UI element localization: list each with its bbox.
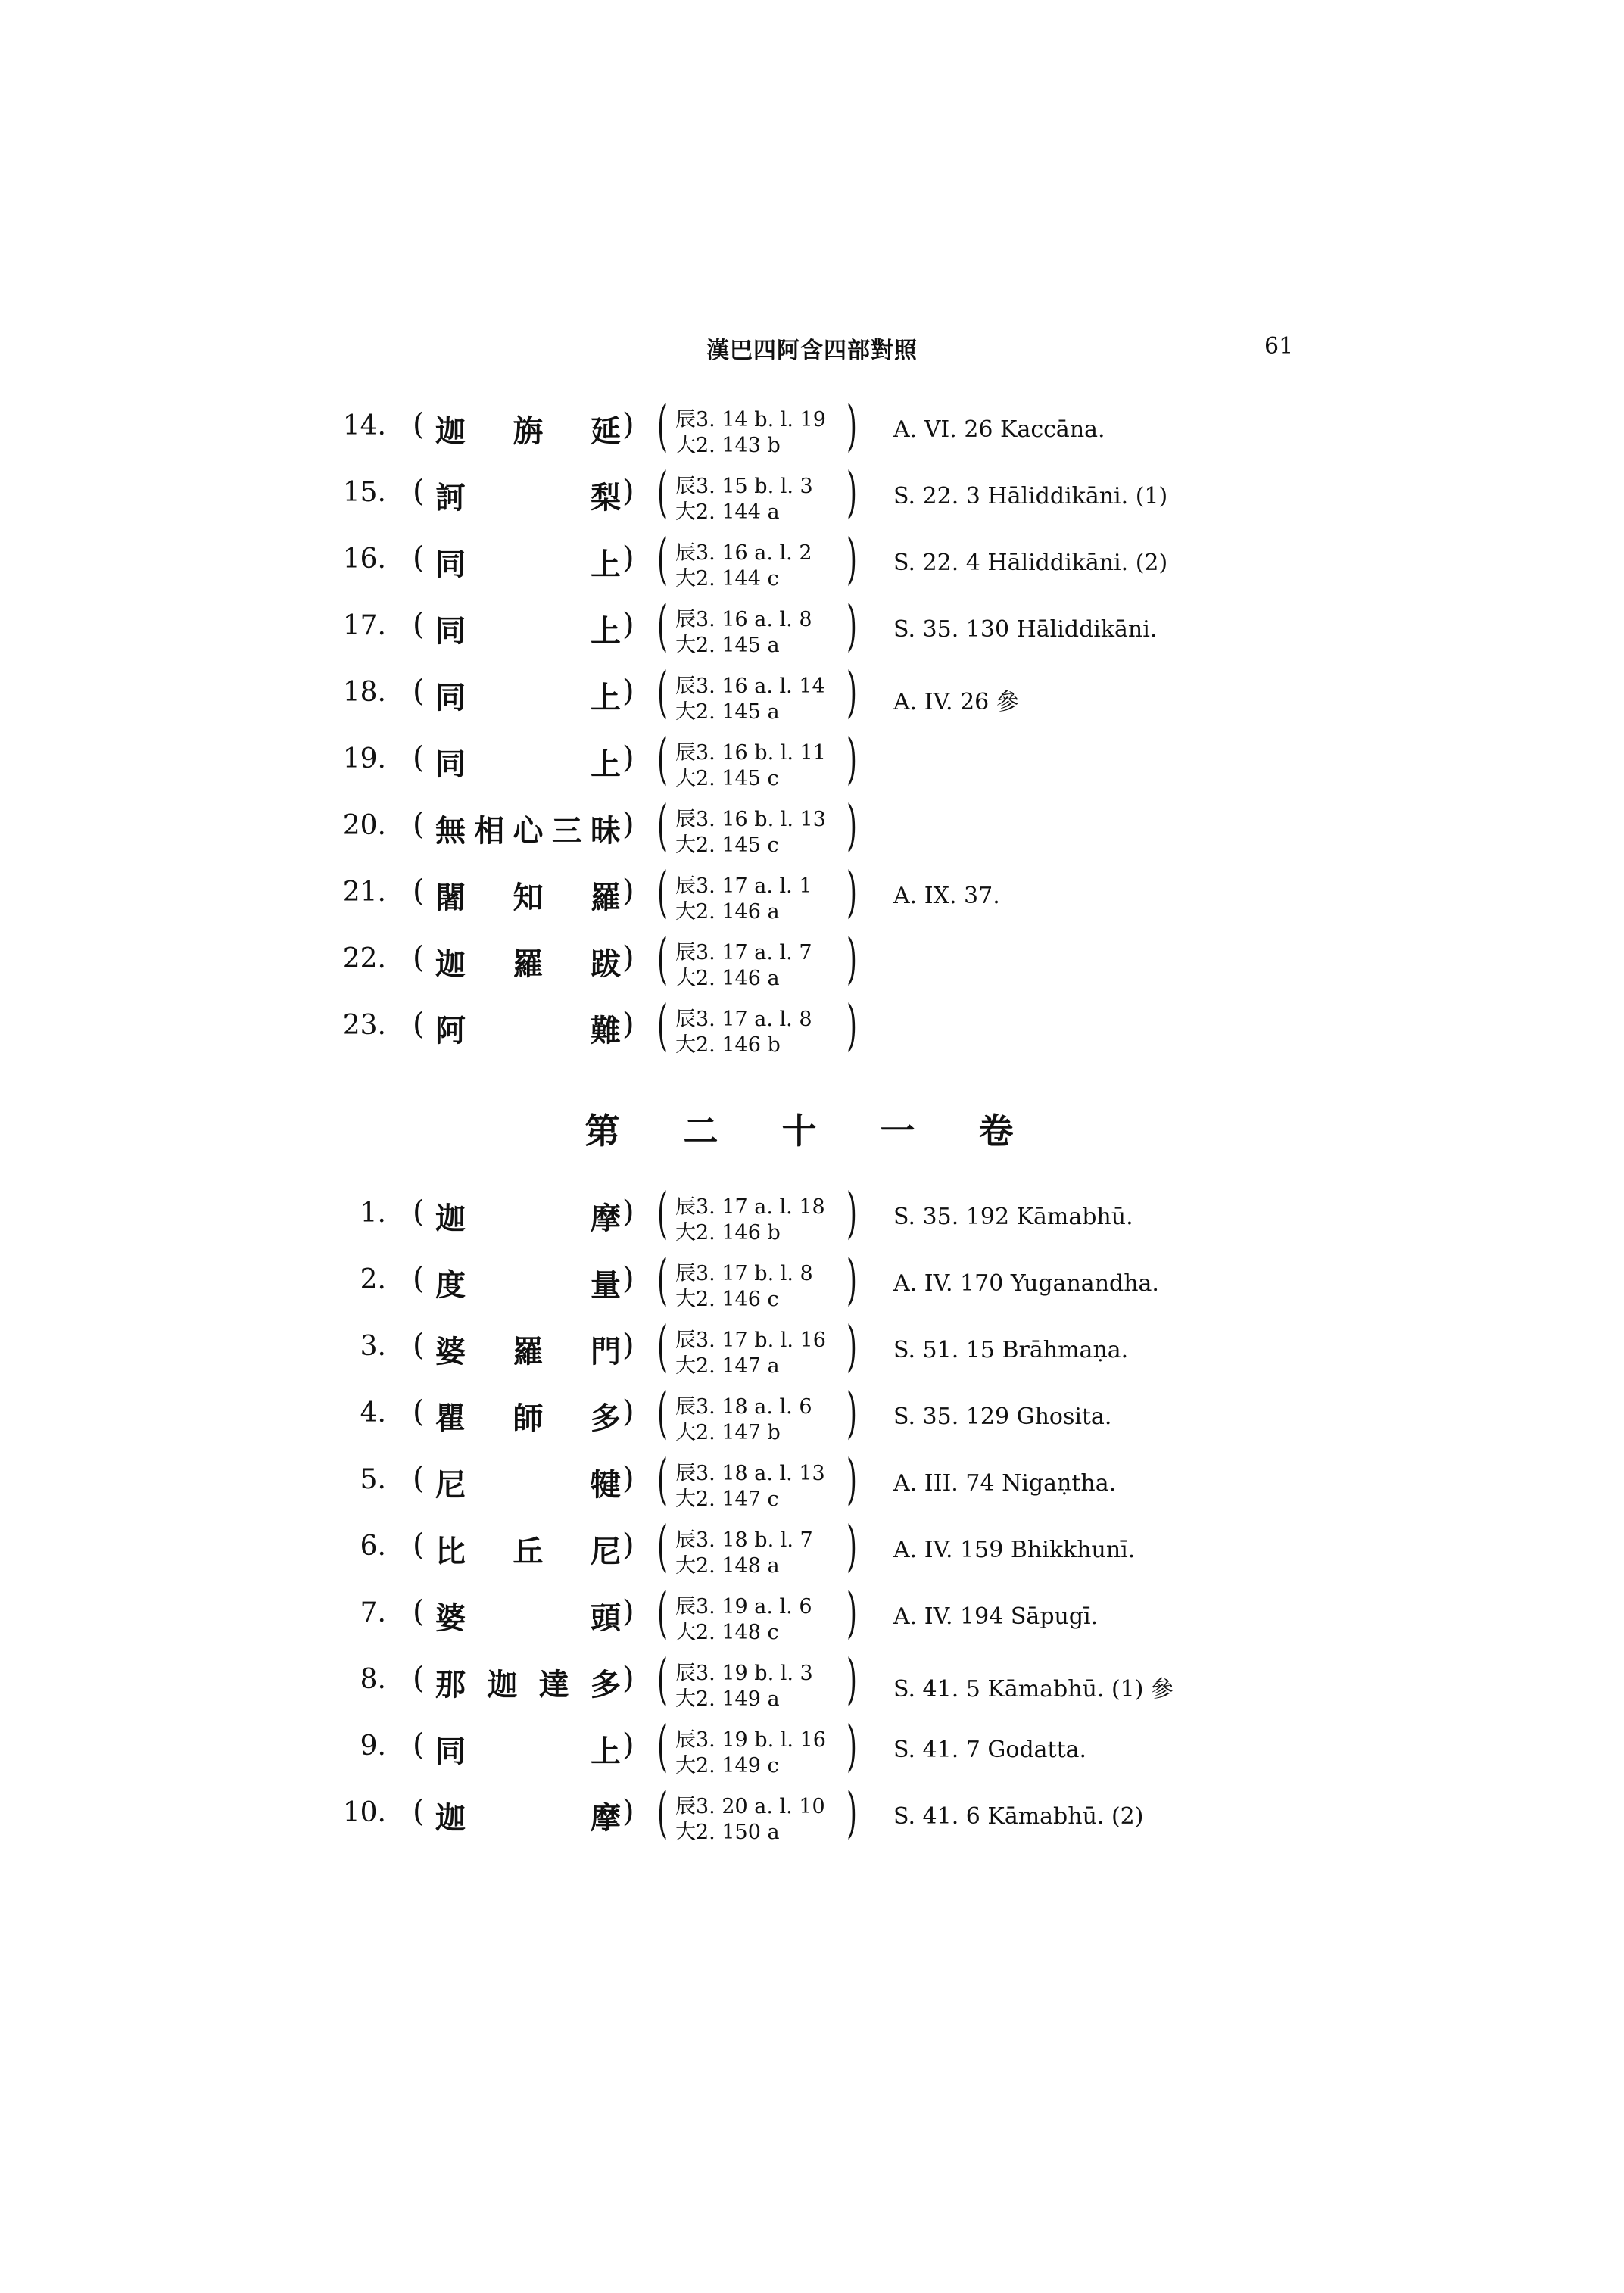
close-paren: ) bbox=[622, 807, 634, 842]
sutra-name-char: 同 bbox=[435, 613, 466, 649]
sutra-name-char: 上 bbox=[591, 547, 621, 582]
table-row bbox=[0, 1181, 1624, 1254]
reference-right-brace: ) bbox=[846, 1314, 858, 1378]
close-paren: ) bbox=[622, 1594, 634, 1629]
reference-right-brace: ) bbox=[846, 927, 858, 990]
reference-line-1: 辰3. 18 b. l. 7 bbox=[675, 1528, 813, 1552]
canon-reference bbox=[657, 1581, 877, 1647]
reference-line-2: 大2. 147 b bbox=[675, 1421, 781, 1444]
close-paren: ) bbox=[622, 1261, 634, 1296]
reference-right-brace: ) bbox=[846, 660, 858, 724]
entry-number: 20. bbox=[342, 810, 386, 841]
entry-number: 16. bbox=[342, 544, 386, 575]
reference-right-brace: ) bbox=[846, 527, 858, 590]
entry-number: 21. bbox=[342, 877, 386, 908]
reference-line-2: 大2. 146 c bbox=[675, 1288, 779, 1311]
reference-line-2: 大2. 145 c bbox=[675, 833, 779, 857]
sutra-name-char: 同 bbox=[435, 1734, 466, 1769]
sutra-name-char: 度 bbox=[435, 1267, 466, 1303]
reference-line-1: 辰3. 20 a. l. 10 bbox=[675, 1795, 825, 1818]
pali-parallel: S. 35. 130 Hāliddikāni. bbox=[893, 616, 1158, 643]
sutra-name-char: 無 bbox=[435, 813, 466, 849]
pali-parallel: S. 41. 6 Kāmabhū. (2) bbox=[893, 1803, 1144, 1830]
close-paren: ) bbox=[622, 541, 634, 575]
reference-line-1: 辰3. 19 a. l. 6 bbox=[675, 1595, 812, 1618]
reference-line-2: 大2. 146 a bbox=[675, 967, 780, 990]
close-paren: ) bbox=[622, 1461, 634, 1496]
canon-reference bbox=[657, 1781, 877, 1847]
close-paren: ) bbox=[622, 474, 634, 509]
reference-line-2: 大2. 147 c bbox=[675, 1488, 779, 1511]
reference-line-2: 大2. 145 a bbox=[675, 634, 780, 657]
reference-line-1: 辰3. 14 b. l. 19 bbox=[675, 408, 826, 431]
close-paren: ) bbox=[622, 1661, 634, 1696]
reference-line-1: 辰3. 16 a. l. 14 bbox=[675, 675, 825, 698]
reference-line-1: 辰3. 17 a. l. 8 bbox=[675, 1008, 812, 1031]
reference-left-brace: ( bbox=[657, 1181, 669, 1245]
pali-parallel: S. 41. 7 Godatta. bbox=[893, 1737, 1087, 1763]
table-row bbox=[0, 660, 1624, 733]
table-row bbox=[0, 860, 1624, 933]
table-row bbox=[0, 1447, 1624, 1520]
table-row bbox=[0, 793, 1624, 866]
sutra-name-char: 尼 bbox=[591, 1534, 621, 1569]
reference-right-brace: ) bbox=[846, 860, 858, 924]
sutra-name-char: 婆 bbox=[435, 1600, 466, 1636]
reference-left-brace: ( bbox=[657, 1314, 669, 1378]
sutra-name-char: 同 bbox=[435, 746, 466, 782]
sutra-name bbox=[435, 1728, 621, 1771]
page-number: 61 bbox=[1264, 333, 1294, 360]
pali-parallel: A. III. 74 Nigaṇtha. bbox=[893, 1470, 1117, 1497]
table-row bbox=[0, 993, 1624, 1066]
open-paren: ( bbox=[413, 1328, 425, 1363]
entry-number: 2. bbox=[360, 1264, 386, 1295]
sutra-name-char: 師 bbox=[513, 1400, 544, 1436]
reference-line-2: 大2. 145 c bbox=[675, 767, 779, 790]
sutra-name-char: 知 bbox=[513, 880, 544, 915]
pali-parallel: A. IX. 37. bbox=[893, 883, 1000, 909]
entry-number: 17. bbox=[342, 610, 386, 641]
sutra-name-char: 相 bbox=[474, 813, 505, 849]
sutra-name bbox=[435, 1195, 621, 1238]
reference-line-2: 大2. 143 b bbox=[675, 434, 781, 457]
sutra-name-char: 門 bbox=[591, 1334, 621, 1369]
entry-number: 18. bbox=[342, 677, 386, 708]
open-paren: ( bbox=[413, 1261, 425, 1296]
canon-reference bbox=[657, 727, 877, 793]
sutra-name-char: 阿 bbox=[435, 1013, 466, 1048]
sutra-name-char: 心 bbox=[513, 813, 544, 849]
open-paren: ( bbox=[413, 1195, 425, 1229]
table-row bbox=[0, 1381, 1624, 1453]
reference-line-1: 辰3. 16 a. l. 2 bbox=[675, 541, 812, 565]
reference-left-brace: ( bbox=[657, 460, 669, 524]
sutra-name-char: 延 bbox=[591, 413, 621, 449]
sutra-name bbox=[435, 807, 621, 850]
sutra-name bbox=[435, 940, 621, 983]
sutra-name-char: 那 bbox=[435, 1667, 466, 1703]
canon-reference bbox=[657, 1248, 877, 1314]
open-paren: ( bbox=[413, 1594, 425, 1629]
reference-line-1: 辰3. 17 a. l. 18 bbox=[675, 1195, 825, 1219]
pali-parallel: A. VI. 26 Kaccāna. bbox=[893, 416, 1105, 443]
reference-line-2: 大2. 147 a bbox=[675, 1354, 780, 1378]
reference-line-1: 辰3. 19 b. l. 3 bbox=[675, 1662, 813, 1685]
pali-parallel: A. IV. 26 參 bbox=[893, 689, 1019, 715]
sutra-name bbox=[435, 1461, 621, 1504]
canon-reference bbox=[657, 793, 877, 860]
open-paren: ( bbox=[413, 1728, 425, 1762]
sutra-name bbox=[435, 1594, 621, 1637]
sutra-name-char: 同 bbox=[435, 680, 466, 715]
reference-left-brace: ( bbox=[657, 1714, 669, 1777]
reference-left-brace: ( bbox=[657, 793, 669, 857]
reference-line-2: 大2. 146 b bbox=[675, 1033, 781, 1057]
open-paren: ( bbox=[413, 1461, 425, 1496]
sutra-name-char: 多 bbox=[591, 1400, 621, 1436]
sutra-name-char: 瞿 bbox=[435, 1400, 466, 1436]
reference-line-2: 大2. 146 a bbox=[675, 900, 780, 924]
reference-line-1: 辰3. 16 b. l. 13 bbox=[675, 808, 826, 831]
reference-line-2: 大2. 145 a bbox=[675, 700, 780, 724]
entry-number: 3. bbox=[360, 1331, 386, 1362]
reference-left-brace: ( bbox=[657, 1447, 669, 1511]
sutra-name-char: 量 bbox=[591, 1267, 621, 1303]
sutra-name bbox=[435, 1328, 621, 1371]
close-paren: ) bbox=[622, 1528, 634, 1562]
close-paren: ) bbox=[622, 1394, 634, 1429]
close-paren: ) bbox=[622, 607, 634, 642]
entry-number: 19. bbox=[342, 743, 386, 774]
open-paren: ( bbox=[413, 940, 425, 975]
table-row bbox=[0, 527, 1624, 600]
entry-number: 5. bbox=[360, 1464, 386, 1495]
close-paren: ) bbox=[622, 1728, 634, 1762]
sutra-name-char: 難 bbox=[591, 1013, 621, 1048]
reference-left-brace: ( bbox=[657, 594, 669, 657]
close-paren: ) bbox=[622, 1794, 634, 1829]
reference-line-1: 辰3. 17 a. l. 1 bbox=[675, 874, 812, 898]
reference-line-2: 大2. 144 c bbox=[675, 567, 779, 590]
open-paren: ( bbox=[413, 541, 425, 575]
reference-line-1: 辰3. 18 a. l. 6 bbox=[675, 1395, 812, 1419]
reference-right-brace: ) bbox=[846, 1447, 858, 1511]
sutra-name bbox=[435, 740, 621, 784]
sutra-name-char: 三 bbox=[551, 813, 582, 849]
table-row bbox=[0, 394, 1624, 466]
sutra-name-char: 婆 bbox=[435, 1334, 466, 1369]
sutra-name-char: 上 bbox=[591, 613, 621, 649]
canon-reference bbox=[657, 1314, 877, 1381]
sutra-name-char: 羅 bbox=[513, 946, 544, 982]
sutra-name bbox=[435, 674, 621, 717]
reference-right-brace: ) bbox=[846, 1781, 858, 1844]
entry-number: 4. bbox=[360, 1397, 386, 1428]
sutra-name bbox=[435, 874, 621, 917]
close-paren: ) bbox=[622, 674, 634, 709]
reference-left-brace: ( bbox=[657, 860, 669, 924]
pali-parallel: S. 22. 3 Hāliddikāni. (1) bbox=[893, 483, 1168, 509]
entry-number: 14. bbox=[342, 410, 386, 441]
pali-parallel: S. 35. 129 Ghosita. bbox=[893, 1404, 1112, 1430]
table-row bbox=[0, 727, 1624, 799]
open-paren: ( bbox=[413, 1661, 425, 1696]
reference-line-1: 辰3. 17 b. l. 16 bbox=[675, 1329, 826, 1352]
pali-parallel: S. 22. 4 Hāliddikāni. (2) bbox=[893, 550, 1168, 576]
sutra-name-char: 摩 bbox=[591, 1800, 621, 1836]
canon-reference bbox=[657, 927, 877, 993]
sutra-name-char: 跋 bbox=[591, 946, 621, 982]
sutra-name-char: 闍 bbox=[435, 880, 466, 915]
open-paren: ( bbox=[413, 407, 425, 442]
canon-reference bbox=[657, 1514, 877, 1581]
table-row bbox=[0, 460, 1624, 533]
sutra-name bbox=[435, 407, 621, 450]
canon-reference bbox=[657, 527, 877, 594]
sutra-name-char: 迦 bbox=[435, 413, 466, 449]
close-paren: ) bbox=[622, 1007, 634, 1042]
sutra-name-char: 旃 bbox=[513, 413, 544, 449]
reference-right-brace: ) bbox=[846, 1248, 858, 1311]
close-paren: ) bbox=[622, 407, 634, 442]
open-paren: ( bbox=[413, 1007, 425, 1042]
table-row bbox=[0, 1714, 1624, 1787]
entry-number: 6. bbox=[360, 1531, 386, 1562]
reference-left-brace: ( bbox=[657, 394, 669, 457]
reference-right-brace: ) bbox=[846, 1581, 858, 1644]
reference-right-brace: ) bbox=[846, 1381, 858, 1444]
sutra-name-char: 梨 bbox=[591, 480, 621, 516]
sutra-name-char: 羅 bbox=[591, 880, 621, 915]
chapter-heading: 第 二 十 一 卷 bbox=[584, 1111, 1040, 1151]
reference-right-brace: ) bbox=[846, 460, 858, 524]
close-paren: ) bbox=[622, 940, 634, 975]
reference-left-brace: ( bbox=[657, 993, 669, 1057]
sutra-name bbox=[435, 1528, 621, 1571]
sutra-name-char: 尼 bbox=[435, 1467, 466, 1503]
pali-parallel: A. IV. 170 Yuganandha. bbox=[893, 1270, 1159, 1297]
sutra-name-char: 迦 bbox=[435, 1800, 466, 1836]
reference-left-brace: ( bbox=[657, 527, 669, 590]
sutra-name-char: 迦 bbox=[487, 1667, 518, 1703]
open-paren: ( bbox=[413, 807, 425, 842]
sutra-name-char: 昧 bbox=[591, 813, 621, 849]
sutra-name-char: 頭 bbox=[591, 1600, 621, 1636]
reference-right-brace: ) bbox=[846, 594, 858, 657]
reference-left-brace: ( bbox=[657, 1248, 669, 1311]
reference-right-brace: ) bbox=[846, 727, 858, 790]
reference-right-brace: ) bbox=[846, 793, 858, 857]
reference-line-1: 辰3. 16 a. l. 8 bbox=[675, 608, 812, 631]
reference-line-2: 大2. 148 a bbox=[675, 1554, 780, 1578]
entry-number: 15. bbox=[342, 477, 386, 508]
sutra-name bbox=[435, 1007, 621, 1050]
table-row bbox=[0, 1314, 1624, 1387]
canon-reference bbox=[657, 1447, 877, 1514]
sutra-name-char: 丘 bbox=[513, 1534, 544, 1569]
reference-line-2: 大2. 148 c bbox=[675, 1621, 779, 1644]
reference-left-brace: ( bbox=[657, 1514, 669, 1578]
sutra-name-char: 迦 bbox=[435, 946, 466, 982]
close-paren: ) bbox=[622, 1328, 634, 1363]
reference-left-brace: ( bbox=[657, 927, 669, 990]
reference-line-2: 大2. 146 b bbox=[675, 1221, 781, 1245]
reference-line-2: 大2. 149 c bbox=[675, 1754, 779, 1777]
reference-left-brace: ( bbox=[657, 1381, 669, 1444]
table-row bbox=[0, 594, 1624, 666]
reference-line-2: 大2. 149 a bbox=[675, 1687, 780, 1711]
entry-number: 9. bbox=[360, 1731, 386, 1762]
sutra-name-char: 迦 bbox=[435, 1201, 466, 1236]
sutra-name bbox=[435, 1394, 621, 1438]
open-paren: ( bbox=[413, 1394, 425, 1429]
sutra-name-char: 上 bbox=[591, 746, 621, 782]
sutra-table-section-1 bbox=[0, 394, 1624, 1066]
reference-line-1: 辰3. 19 b. l. 16 bbox=[675, 1728, 826, 1752]
reference-right-brace: ) bbox=[846, 1514, 858, 1578]
pali-parallel: S. 35. 192 Kāmabhū. bbox=[893, 1204, 1133, 1230]
entry-number: 1. bbox=[360, 1198, 386, 1229]
reference-line-1: 辰3. 16 b. l. 11 bbox=[675, 741, 826, 765]
sutra-table-section-2 bbox=[0, 1181, 1624, 1853]
entry-number: 7. bbox=[360, 1597, 386, 1628]
canon-reference bbox=[657, 394, 877, 460]
canon-reference bbox=[657, 1714, 877, 1781]
sutra-name-char: 上 bbox=[591, 1734, 621, 1769]
reference-line-1: 辰3. 18 a. l. 13 bbox=[675, 1462, 825, 1485]
open-paren: ( bbox=[413, 1794, 425, 1829]
canon-reference bbox=[657, 1181, 877, 1248]
canon-reference bbox=[657, 1381, 877, 1447]
reference-right-brace: ) bbox=[846, 1647, 858, 1711]
reference-left-brace: ( bbox=[657, 1647, 669, 1711]
close-paren: ) bbox=[622, 740, 634, 775]
entry-number: 22. bbox=[342, 943, 386, 974]
entry-number: 23. bbox=[342, 1010, 386, 1041]
table-row bbox=[0, 1647, 1624, 1720]
sutra-name-char: 上 bbox=[591, 680, 621, 715]
canon-reference bbox=[657, 460, 877, 527]
reference-line-2: 大2. 144 a bbox=[675, 500, 780, 524]
close-paren: ) bbox=[622, 874, 634, 908]
reference-left-brace: ( bbox=[657, 1781, 669, 1844]
sutra-name-char: 犍 bbox=[591, 1467, 621, 1503]
sutra-name bbox=[435, 607, 621, 650]
sutra-name-char: 摩 bbox=[591, 1201, 621, 1236]
sutra-name bbox=[435, 1261, 621, 1304]
pali-parallel: S. 41. 5 Kāmabhū. (1) 參 bbox=[893, 1676, 1174, 1703]
sutra-name bbox=[435, 541, 621, 584]
canon-reference bbox=[657, 594, 877, 660]
reference-line-1: 辰3. 15 b. l. 3 bbox=[675, 475, 813, 498]
reference-right-brace: ) bbox=[846, 1181, 858, 1245]
entry-number: 8. bbox=[360, 1664, 386, 1695]
open-paren: ( bbox=[413, 1528, 425, 1562]
table-row bbox=[0, 1514, 1624, 1587]
reference-left-brace: ( bbox=[657, 727, 669, 790]
reference-left-brace: ( bbox=[657, 1581, 669, 1644]
reference-left-brace: ( bbox=[657, 660, 669, 724]
table-row bbox=[0, 927, 1624, 999]
sutra-name-char: 同 bbox=[435, 547, 466, 582]
sutra-name-char: 達 bbox=[538, 1667, 569, 1703]
reference-line-1: 辰3. 17 a. l. 7 bbox=[675, 941, 812, 964]
sutra-name bbox=[435, 1794, 621, 1837]
sutra-name-char: 羅 bbox=[513, 1334, 544, 1369]
table-row bbox=[0, 1248, 1624, 1320]
running-header-title: 漢巴四阿含四部對照 bbox=[706, 338, 918, 364]
entry-number: 10. bbox=[342, 1797, 386, 1828]
open-paren: ( bbox=[413, 874, 425, 908]
open-paren: ( bbox=[413, 607, 425, 642]
canon-reference bbox=[657, 993, 877, 1060]
reference-line-1: 辰3. 17 b. l. 8 bbox=[675, 1262, 813, 1285]
table-row bbox=[0, 1781, 1624, 1853]
canon-reference bbox=[657, 860, 877, 927]
pali-parallel: S. 51. 15 Brāhmaṇa. bbox=[893, 1337, 1129, 1363]
open-paren: ( bbox=[413, 674, 425, 709]
open-paren: ( bbox=[413, 740, 425, 775]
table-row bbox=[0, 1581, 1624, 1653]
sutra-name-char: 訶 bbox=[435, 480, 466, 516]
close-paren: ) bbox=[622, 1195, 634, 1229]
reference-right-brace: ) bbox=[846, 1714, 858, 1777]
canon-reference bbox=[657, 1647, 877, 1714]
reference-right-brace: ) bbox=[846, 993, 858, 1057]
reference-right-brace: ) bbox=[846, 394, 858, 457]
pali-parallel: A. IV. 159 Bhikkhunī. bbox=[893, 1537, 1136, 1563]
canon-reference bbox=[657, 660, 877, 727]
open-paren: ( bbox=[413, 474, 425, 509]
sutra-name bbox=[435, 1661, 621, 1704]
sutra-name bbox=[435, 474, 621, 517]
pali-parallel: A. IV. 194 Sāpugī. bbox=[893, 1603, 1099, 1630]
sutra-name-char: 多 bbox=[590, 1667, 621, 1703]
reference-line-2: 大2. 150 a bbox=[675, 1821, 780, 1844]
sutra-name-char: 比 bbox=[435, 1534, 466, 1569]
